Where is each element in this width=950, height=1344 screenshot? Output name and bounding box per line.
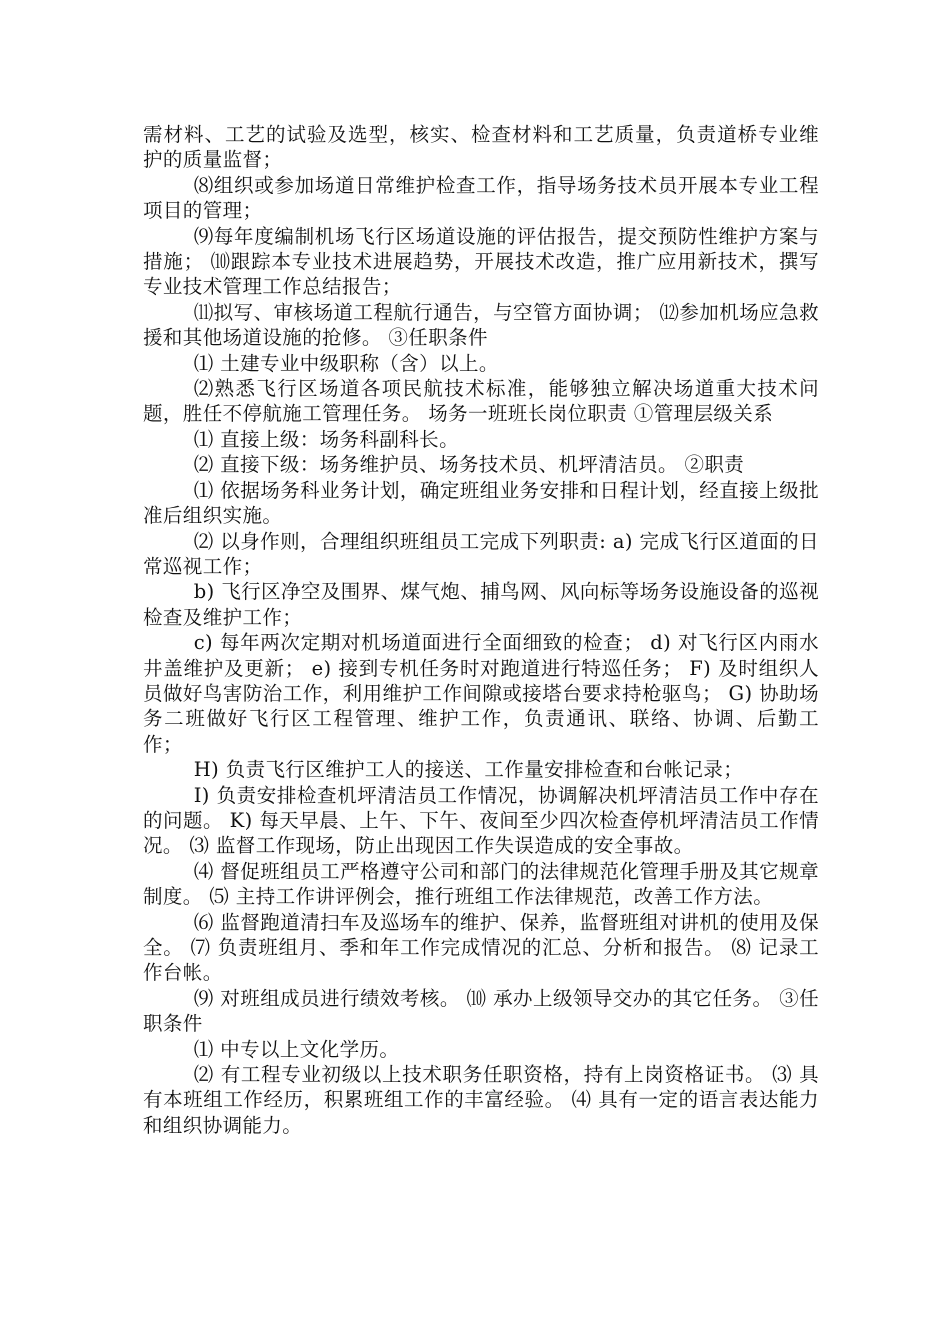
- document-body: [143, 122, 819, 1138]
- paragraph-4: ⑾拟写、审核场道工程航行通告，与空管方面协调； ⑿参加机场应急救援和其他场道设施的抢修。 ③任职条件: [143, 300, 819, 350]
- paragraph-6: ⑵熟悉飞行区场道各项民航技术标准，能够独立解决场道重大技术问题，胜任不停航施工管理任务。 场务一班班长岗位职责 ①管理层级关系: [143, 377, 819, 426]
- paragraph-15: ⑷ 督促班组员工严格遵守公司和部门的法律规范化管理手册及其它规章制度。 ⑸ 主持工作讲评例会，推行班组工作法律规范，改善工作方法。: [143, 859, 819, 909]
- paragraph-3: ⑼每年度编制机场飞行区场道设施的评估报告，提交预防性维护方案与措施； ⑽跟踪本专业技术进展趋势，开展技术改造，推广应用新技术，撰写专业技术管理工作总结报告；: [143, 224, 819, 299]
- paragraph-9: ⑴ 依据场务科业务计划，确定班组业务安排和日程计划，经直接上级批准后组织实施。: [143, 478, 819, 528]
- paragraph-2: ⑻组织或参加场道日常维护检查工作，指导场务技术员开展本专业工程项目的管理；: [143, 173, 819, 223]
- paragraph-19: ⑵ 有工程专业初级以上技术职务任职资格，持有上岗资格证书。 ⑶ 具有本班组工作经历，积累班组工作的丰富经验。 ⑷ 具有一定的语言表达能力和组织协调能力。: [143, 1063, 819, 1137]
- paragraph-10: ⑵ 以身作则，合理组织班组员工完成下列职责: a) 完成飞行区道面的日常巡视工作；: [143, 529, 819, 578]
- paragraph-7: ⑴ 直接上级：场务科副科长。: [193, 427, 459, 451]
- paragraph-18: ⑴ 中专以上文化学历。: [193, 1037, 400, 1061]
- paragraph-14: I) 负责安排检查机坪清洁员工作情况，协调解决机坪清洁员工作中存在的问题。 K) 每天早晨、上午、下午、夜间至少四次检查停机坪清洁员工作情况。 ⑶ 监督工作现场，防止出现因工作失误造成的安全事故。: [143, 783, 819, 858]
- paragraph-8: ⑵ 直接下级：场务维护员、场务技术员、机坪清洁员。 ②职责: [193, 453, 745, 477]
- paragraph-5: ⑴ 土建专业中级职称（含）以上。: [193, 351, 499, 375]
- paragraph-16: ⑹ 监督跑道清扫车及巡场车的维护、保养，监督班组对讲机的使用及保全。 ⑺ 负责班组月、季和年工作完成情况的汇总、分析和报告。 ⑻ 记录工作台帐。: [143, 910, 819, 985]
- paragraph-1: 需材料、工艺的试验及选型，核实、检查材料和工艺质量，负责道桥专业维护的质量监督；: [143, 123, 819, 172]
- paragraph-12: c) 每年两次定期对机场道面进行全面细致的检查； d) 对飞行区内雨水井盖维护及更新； e) 接到专机任务时对跑道进行特巡任务； F) 及时组织人员做好鸟害防治工作，利用维护工作间隙或接塔台要求持枪驱鸟； G) 协助场务二班做好飞行区工程管理、维护工作，负责通讯、联络、协调、后勤工作；: [143, 631, 819, 756]
- paragraph-11: b) 飞行区净空及围界、煤气炮、捕鸟网、风向标等场务设施设备的巡视检查及维护工作；: [143, 580, 819, 629]
- paragraph-13: H) 负责飞行区维护工人的接送、工作量安排检查和台帐记录；: [193, 758, 744, 782]
- paragraph-17: ⑼ 对班组成员进行绩效考核。 ⑽ 承办上级领导交办的其它任务。 ③任职条件: [143, 986, 819, 1036]
